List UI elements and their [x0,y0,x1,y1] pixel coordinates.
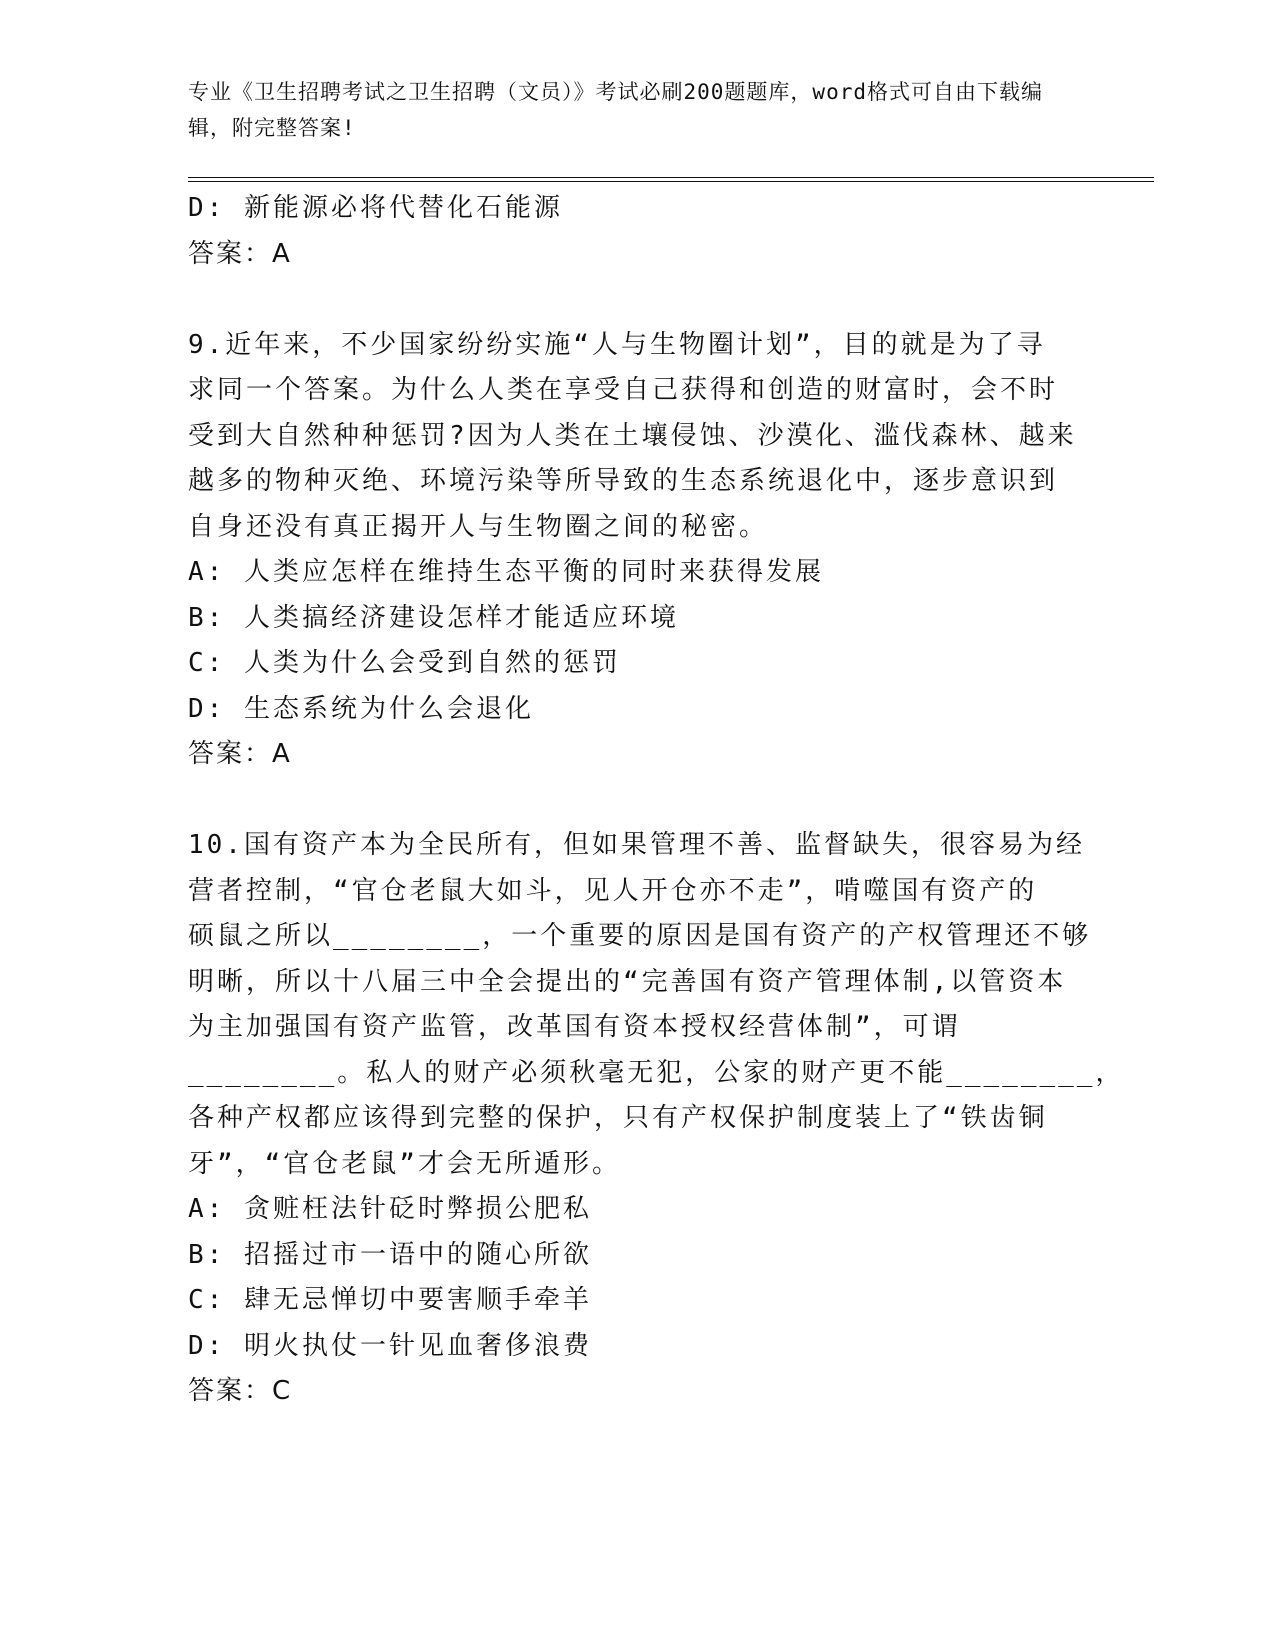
question-10-option-c: C: 肆无忌惮切中要害顺手牵羊 [188,1285,592,1315]
question-10-line: 牙”，“官仓老鼠”才会无所遁形。 [188,1148,621,1179]
document-body [188,186,1125,1415]
prev-option-d: D: 新能源必将代替化石能源 [188,193,563,223]
question-9-line: 受到大自然种种惩罚?因为人类在土壤侵蚀、沙漠化、滥伐森林、越来 [188,420,1077,451]
question-10-line: 营者控制，“官仓老鼠大如斗，见人开仓亦不走”，啃噬国有资产的 [188,875,1038,906]
question-10-line: ________。私人的财产必须秋毫无犯，公家的财产更不能________， [188,1057,1125,1088]
question-9 [188,323,1088,778]
page-header: 专业《卫生招聘考试之卫生招聘（文员）》考试必刷200题题库，word格式可自由下载编辑，附完整答案! [188,80,1043,140]
header-divider [188,177,1154,182]
question-10-line: 明晰，所以十八届三中全会提出的“完善国有资产管理体制,以管资本 [188,966,1067,997]
question-9-line: 自身还没有真正揭开人与生物圈之间的秘密。 [188,511,769,542]
question-10-line: 各种产权都应该得到完整的保护，只有产权保护制度装上了“铁齿铜 [188,1103,1048,1133]
question-9-option-c: C: 人类为什么会受到自然的惩罚 [188,648,621,678]
question-9-answer: 答案：A [188,739,292,769]
spacer [188,778,1088,824]
question-9-line: 求同一个答案。为什么人类在享受自己获得和创造的财富时，会不时 [188,375,1059,405]
prev-answer: 答案：A [188,238,292,269]
question-9-option-a: A: 人类应怎样在维持生态平衡的同时来获得发展 [188,557,824,587]
question-10-option-d: D: 明火执仗一针见血奢侈浪费 [188,1330,592,1361]
question-10-line: 为主加强国有资产监管，改革国有资本授权经营体制”，可谓 [188,1012,961,1042]
question-10-option-b: B: 招摇过市一语中的随心所欲 [188,1239,592,1270]
question-9-line: 9.近年来，不少国家纷纷实施“人与生物圈计划”，目的就是为了寻 [188,329,1046,360]
question-9-option-b: B: 人类搞经济建设怎样才能适应环境 [188,602,679,633]
question-9-option-d: D: 生态系统为什么会退化 [188,693,534,724]
question-9-line: 越多的物种灭绝、环境污染等所导致的生态系统退化中，逐步意识到 [188,466,1059,496]
question-10 [188,823,1125,1415]
spacer [188,277,1088,323]
question-10-line: 10.国有资产本为全民所有，但如果管理不善、监督缺失，很容易为经 [188,830,1085,860]
question-10-answer: 答案：C [188,1376,293,1406]
question-10-line: 硕鼠之所以________，一个重要的原因是国有资产的产权管理还不够 [188,921,1092,951]
question-10-option-a: A: 贪赃枉法针砭时弊损公肥私 [188,1194,592,1224]
